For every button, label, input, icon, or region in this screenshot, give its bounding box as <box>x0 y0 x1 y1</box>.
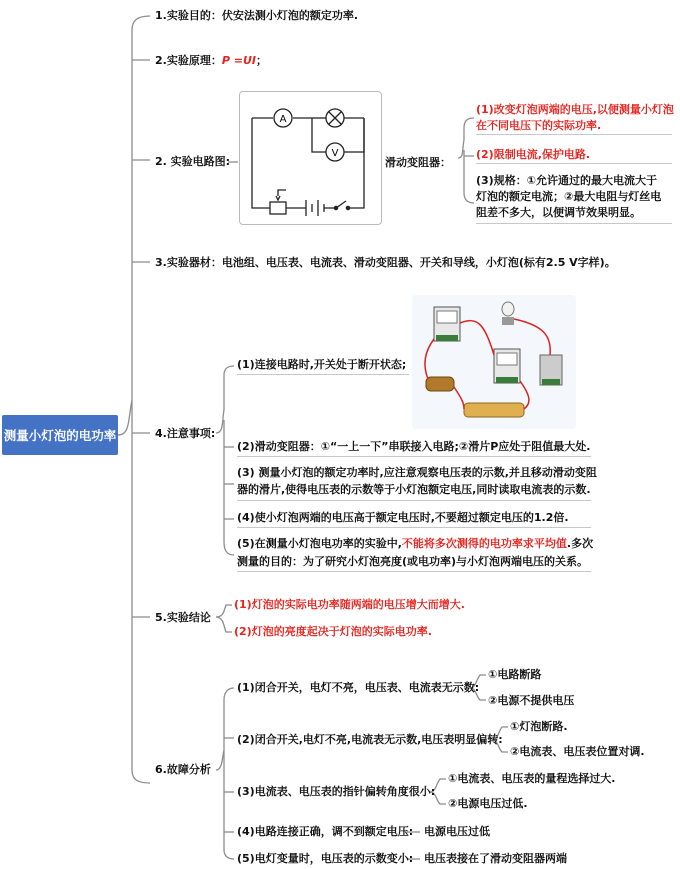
section-notes: 4.注意事项: <box>155 427 216 440</box>
divider <box>237 456 591 457</box>
circuit-schematic <box>240 92 381 224</box>
fault-1-cause-a: ①电路断路 <box>488 668 542 681</box>
fault-1-cause-b: ②电源不提供电压 <box>488 694 575 707</box>
section-principle: 2.实验原理：P =UI； <box>155 54 267 67</box>
fault-2-cause-b: ②电流表、电压表位置对调. <box>510 745 645 758</box>
section-purpose: 1.实验目的：伏安法测小灯泡的额定功率. <box>155 9 359 22</box>
divider <box>237 374 409 375</box>
rheostat-item-3-cont2: 阻差不多大，以便调节效果明显。 <box>476 206 641 219</box>
divider <box>476 223 672 224</box>
fault-3-cause-a: ①电流表、电压表的量程选择过大. <box>448 772 616 785</box>
divider <box>476 163 672 164</box>
note-5: (5)在测量小灯泡电功率的实验中,不能将多次测得的电功率求平均值.多次 <box>237 537 594 550</box>
fault-4: (4)电路连接正确，调不到额定电压: <box>237 825 414 838</box>
fault-4-cause: 电源电压过低 <box>424 825 490 838</box>
fault-1: (1)闭合开关，电灯不亮，电压表、电流表无示数: <box>237 681 480 694</box>
fault-2-cause-a: ①灯泡断路. <box>510 720 568 733</box>
note-3: (3) 测量小灯泡的额定功率时,应注意观察电压表的示数,并且移动滑动变阻 <box>237 466 597 479</box>
fault-5-cause: 电压表接在了滑动变阻器两端 <box>424 852 567 865</box>
voltmeter-label: V <box>331 148 339 159</box>
rheostat-item-3: (3)规格：①允许通过的最大电流大于 <box>476 174 658 187</box>
fault-2: (2)闭合开关,电灯不亮,电流表无示数,电压表明显偏转: <box>237 733 503 746</box>
rheostat-item-3-cont: 灯泡的额定电流；②最大电阻与灯丝电 <box>476 190 662 203</box>
note-5-cont: 测量的目的：为了研究小灯泡亮度(或电功率)与小灯泡两端电压的关系。 <box>237 555 589 568</box>
rheostat-label: 滑动变阻器： <box>385 156 451 169</box>
divider <box>476 134 672 135</box>
rheostat-item-1-cont: 在不同电压下的实际功率. <box>476 119 602 132</box>
note-1: (1)连接电路时,开关处于断开状态; <box>237 358 407 371</box>
root-topic[interactable]: 测量小灯泡的电功率 <box>2 415 118 455</box>
rheostat-item-1: (1)改变灯泡两端的电压,以便测量小灯泡 <box>476 103 674 116</box>
fault-3: (3)电流表、电压表的指针偏转角度很小: <box>237 785 436 798</box>
section-conclusion: 5.实验结论 <box>155 611 211 624</box>
section-equipment: 3.实验器材：电池组、电压表、电流表、滑动变阻器、开关和导线，小灯泡(标有2.5 V字样)。 <box>155 256 616 269</box>
fault-5: (5)电灯变量时，电压表的示数变小: <box>237 852 414 865</box>
note-5-highlight: 不能将多次测得的电功率求平均值 <box>401 537 567 550</box>
section-circuit: 2. 实验电路图: <box>155 155 231 168</box>
apparatus-photo <box>412 295 576 429</box>
note-3-cont: 器的滑片,使得电压表的示数等于小灯泡额定电压,同时读取电流表的示数. <box>237 483 591 496</box>
power-formula: P =UI <box>221 54 256 67</box>
divider <box>237 571 591 572</box>
fault-3-cause-b: ②电源电压过低. <box>448 797 528 810</box>
ammeter-label: A <box>279 114 287 125</box>
note-2: (2)滑动变阻器：①“一上一下”串联接入电路;②滑片P应处于阻值最大处. <box>237 440 591 453</box>
section-faults: 6.故障分析 <box>155 763 211 776</box>
circuit-diagram <box>239 91 382 225</box>
conclusion-1: (1)灯泡的实际电功率随两端的电压增大而增大. <box>234 598 465 611</box>
conclusion-2: (2)灯泡的亮度起决于灯泡的实际电功率. <box>234 625 432 638</box>
rheostat-item-2: (2)限制电流,保护电路. <box>476 148 591 161</box>
divider <box>237 527 591 528</box>
note-4: (4)使小灯泡两端的电压高于额定电压时,不要超过额定电压的1.2倍. <box>237 511 569 524</box>
divider <box>237 500 591 501</box>
